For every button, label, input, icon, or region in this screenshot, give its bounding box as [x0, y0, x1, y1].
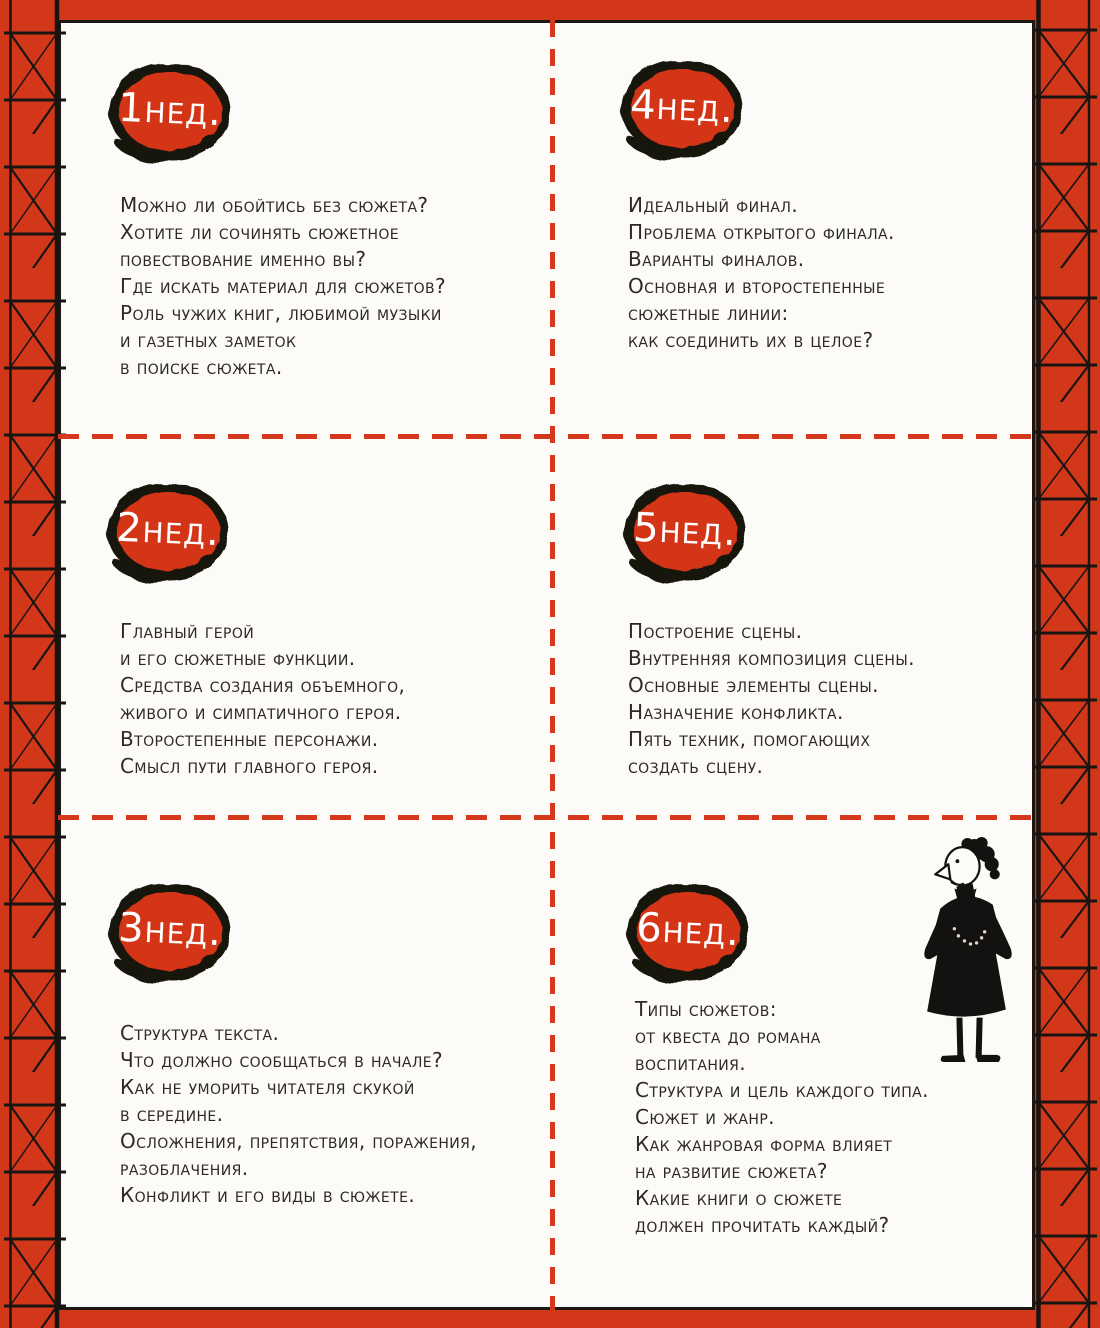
- topic-line: Второстепенные персонажи.: [120, 727, 379, 751]
- week-6-badge-label: 6нед.: [635, 904, 742, 956]
- week-4-badge: [612, 55, 752, 167]
- topic-line: Какие книги о сюжете: [635, 1186, 843, 1210]
- topic-line: повествование именно вы?: [120, 247, 367, 271]
- topic-line: как соединить их в целое?: [628, 328, 874, 352]
- topic-line: Пять техник, помогающих: [628, 727, 871, 751]
- left-border-truss-art: [0, 0, 70, 1328]
- week-2-badge: [98, 478, 238, 590]
- topic-line: на развитие сюжета?: [635, 1159, 828, 1183]
- topic-line: в середине.: [120, 1102, 224, 1126]
- week-5-badge-label: 5нед.: [632, 504, 739, 556]
- week-1-badge-label: 1нед.: [117, 84, 224, 136]
- topic-line: Построение сцены.: [628, 619, 803, 643]
- topic-line: Конфликт и его виды в сюжете.: [120, 1183, 416, 1207]
- vertical-dashed-divider: [550, 20, 555, 1310]
- week-4-badge-label: 4нед.: [629, 81, 736, 133]
- topic-line: Основная и второстепенные: [628, 274, 886, 298]
- week-6-topics: [635, 996, 929, 1239]
- horizontal-dashed-divider-1: [58, 434, 1035, 439]
- topic-line: Что должно сообщаться в начале?: [120, 1048, 444, 1072]
- topic-line: должен прочитать каждый?: [635, 1213, 890, 1237]
- topic-line: Внутренняя композиция сцены.: [628, 646, 915, 670]
- right-border-truss-art: [1035, 0, 1100, 1328]
- week-5-topics: [628, 618, 915, 780]
- topic-line: от квеста до романа: [635, 1024, 821, 1048]
- topic-line: Структура и цель каждого типа.: [635, 1078, 929, 1102]
- topic-line: Структура текста.: [120, 1021, 280, 1045]
- week-2-badge-label: 2нед.: [115, 504, 222, 556]
- topic-line: Основные элементы сцены.: [628, 673, 879, 697]
- week-3-topics: [120, 1020, 477, 1209]
- topic-line: Типы сюжетов:: [635, 997, 777, 1021]
- week-6-badge: [618, 878, 758, 990]
- week-1-topics: [120, 192, 446, 381]
- topic-line: Смысл пути главного героя.: [120, 754, 379, 778]
- topic-line: Сюжет и жанр.: [635, 1105, 775, 1129]
- person-illustration: [903, 836, 1031, 1066]
- week-3-badge: [100, 878, 240, 990]
- week-5-badge: [615, 478, 755, 590]
- topic-line: сюжетные линии:: [628, 301, 789, 325]
- topic-line: Проблема открытого финала.: [628, 220, 895, 244]
- topic-line: Осложнения, препятствия, поражения,: [120, 1129, 478, 1153]
- topic-line: создать сцену.: [628, 754, 764, 778]
- topic-line: и его сюжетные функции.: [120, 646, 356, 670]
- week-4-topics: [628, 192, 895, 354]
- topic-line: разоблачения.: [120, 1156, 249, 1180]
- topic-line: Где искать материал для сюжетов?: [120, 274, 447, 298]
- topic-line: живого и симпатичного героя.: [120, 700, 402, 724]
- topic-line: Можно ли обойтись без сюжета?: [120, 193, 429, 217]
- topic-line: Главный герой: [120, 619, 255, 643]
- topic-line: Как жанровая форма влияет: [635, 1132, 893, 1156]
- topic-line: Назначение конфликта.: [628, 700, 844, 724]
- topic-line: воспитания.: [635, 1051, 747, 1075]
- topic-line: Как не уморить читателя скукой: [120, 1075, 415, 1099]
- horizontal-dashed-divider-2: [58, 815, 1035, 820]
- topic-line: Хотите ли сочинять сюжетное: [120, 220, 400, 244]
- topic-line: Роль чужих книг, любимой музыки: [120, 301, 442, 325]
- topic-line: Идеальный финал.: [628, 193, 799, 217]
- week-3-badge-label: 3нед.: [117, 904, 224, 956]
- topic-line: Средства создания объемного,: [120, 673, 406, 697]
- topic-line: Варианты финалов.: [628, 247, 805, 271]
- week-2-topics: [120, 618, 405, 780]
- topic-line: и газетных заметок: [120, 328, 297, 352]
- week-1-badge: [100, 58, 240, 170]
- topic-line: в поиске сюжета.: [120, 355, 283, 379]
